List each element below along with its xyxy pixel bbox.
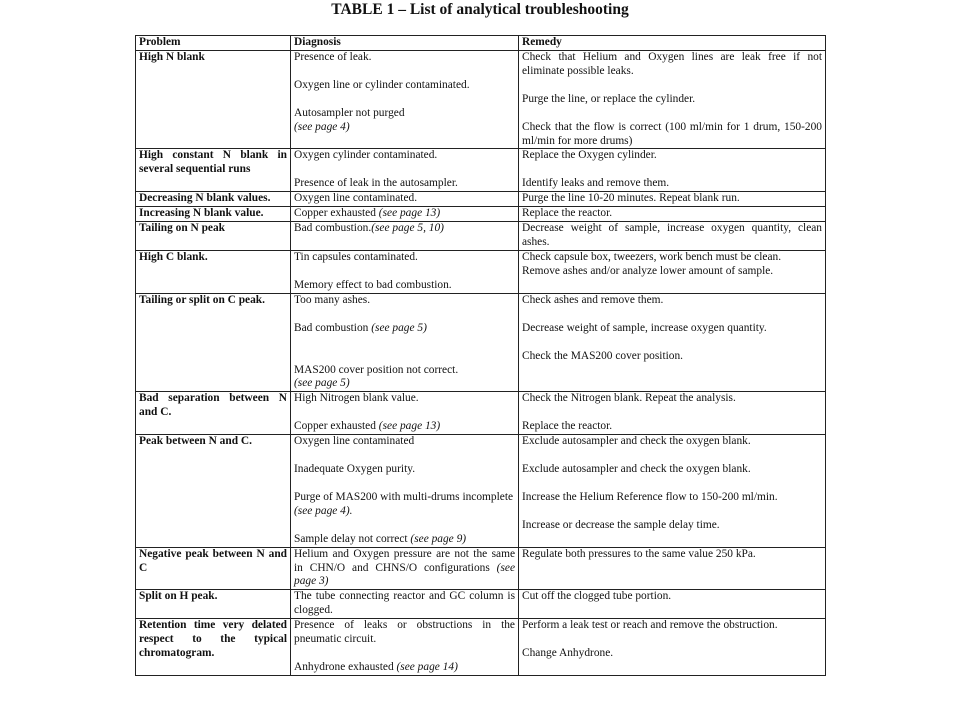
remedy-text: Purge the line, or replace the cylinder. bbox=[522, 92, 696, 105]
problem-cell: Tailing on N peak bbox=[136, 222, 291, 251]
remedy-text: Change Anhydrone. bbox=[522, 647, 614, 660]
remedy-cell bbox=[519, 207, 826, 222]
column-header-diagnosis: Diagnosis bbox=[291, 36, 519, 51]
diagnosis-text: Bad combustion bbox=[294, 321, 369, 334]
diagnosis-cell bbox=[291, 392, 519, 435]
problem-cell: High constant N blank in several sequential runs bbox=[136, 149, 291, 192]
diagnosis-text: Oxygen line or cylinder contaminated. bbox=[294, 78, 470, 91]
diagnosis-cell bbox=[291, 619, 519, 676]
page-reference: (see page 5, 10) bbox=[371, 222, 444, 235]
remedy-text: Perform a leak test or reach and remove the obstruction. bbox=[522, 619, 778, 632]
troubleshooting-table bbox=[135, 35, 826, 676]
diagnosis-text: Bad combustion. bbox=[294, 222, 372, 235]
table-row bbox=[136, 50, 826, 149]
remedy-cell bbox=[519, 619, 826, 676]
table-row bbox=[136, 192, 826, 207]
remedy-cell bbox=[519, 50, 826, 149]
remedy-text: Exclude autosampler and check the oxygen blank. bbox=[522, 463, 751, 476]
diagnosis-text: Oxygen line contaminated bbox=[294, 435, 415, 448]
diagnosis-text: Oxygen cylinder contaminated. bbox=[294, 149, 438, 162]
remedy-text: Check capsule box, tweezers, work bench must be clean. bbox=[522, 250, 782, 263]
problem-cell: High C blank. bbox=[136, 250, 291, 293]
diagnosis-text: Helium and Oxygen pressure are not the same in CHN/O and CHNS/O configurations bbox=[294, 547, 515, 574]
remedy-text: Identify leaks and remove them. bbox=[522, 177, 670, 190]
remedy-text: Cut off the clogged tube portion. bbox=[522, 590, 672, 603]
column-header-problem: Problem bbox=[136, 36, 291, 51]
diagnosis-text: Sample delay not correct bbox=[294, 532, 408, 545]
problem-cell: Tailing or split on C peak. bbox=[136, 293, 291, 392]
problem-cell: Decreasing N blank values. bbox=[136, 192, 291, 207]
diagnosis-text: Autosampler not purged bbox=[294, 106, 405, 119]
diagnosis-cell bbox=[291, 250, 519, 293]
diagnosis-text: Memory effect to bad combustion. bbox=[294, 278, 452, 291]
problem-cell: Retention time very delated respect to the typical chromatogram. bbox=[136, 619, 291, 676]
diagnosis-text: Presence of leak in the autosampler. bbox=[294, 177, 458, 190]
remedy-text: Purge the line 10-20 minutes. Repeat blank run. bbox=[522, 192, 740, 205]
remedy-cell bbox=[519, 149, 826, 192]
remedy-text: Check that Helium and Oxygen lines are leak free if not eliminate possible leaks. bbox=[522, 50, 822, 77]
remedy-cell bbox=[519, 590, 826, 619]
table-row bbox=[136, 590, 826, 619]
problem-cell: Negative peak between N and C bbox=[136, 547, 291, 590]
diagnosis-text: Too many ashes. bbox=[294, 293, 371, 306]
header-row bbox=[136, 36, 826, 51]
page-reference: (see page 4) bbox=[294, 120, 350, 133]
table-row bbox=[136, 222, 826, 251]
table-row bbox=[136, 619, 826, 676]
diagnosis-text: Presence of leaks or obstructions in the pneumatic circuit. bbox=[294, 619, 515, 646]
diagnosis-text: Copper exhausted bbox=[294, 420, 376, 433]
table-row bbox=[136, 392, 826, 435]
diagnosis-text: Tin capsules contaminated. bbox=[294, 250, 418, 263]
remedy-text: Check the Nitrogen blank. Repeat the analysis. bbox=[522, 392, 736, 405]
remedy-cell bbox=[519, 192, 826, 207]
diagnosis-cell bbox=[291, 590, 519, 619]
diagnosis-text: Copper exhausted bbox=[294, 207, 376, 220]
diagnosis-cell bbox=[291, 149, 519, 192]
table-row bbox=[136, 293, 826, 392]
diagnosis-text: Oxygen line contaminated. bbox=[294, 192, 418, 205]
page-reference: (see page 5) bbox=[294, 377, 350, 390]
problem-cell: Increasing N blank value. bbox=[136, 207, 291, 222]
remedy-text: Increase the Helium Reference flow to 150-200 ml/min. bbox=[522, 490, 778, 503]
remedy-text: Increase or decrease the sample delay time. bbox=[522, 518, 720, 531]
table-row bbox=[136, 250, 826, 293]
remedy-text: Exclude autosampler and check the oxygen blank. bbox=[522, 435, 751, 448]
page-reference: (see page 13) bbox=[378, 207, 441, 220]
remedy-text: Check ashes and remove them. bbox=[522, 293, 664, 306]
diagnosis-text: High Nitrogen blank value. bbox=[294, 392, 419, 405]
remedy-text: Replace the reactor. bbox=[522, 420, 613, 433]
page-reference: (see page 13) bbox=[378, 420, 441, 433]
page-reference: (see page 3) bbox=[294, 561, 515, 588]
diagnosis-cell bbox=[291, 547, 519, 590]
page-reference: (see page 14) bbox=[396, 661, 458, 673]
diagnosis-text: Presence of leak. bbox=[294, 50, 372, 63]
problem-cell: Bad separation between N and C. bbox=[136, 392, 291, 435]
remedy-text: Check the MAS200 cover position. bbox=[522, 349, 684, 362]
remedy-cell bbox=[519, 392, 826, 435]
page-reference: (see page 9) bbox=[410, 532, 467, 545]
page-reference: (see page 4). bbox=[294, 504, 353, 517]
column-header-remedy: Remedy bbox=[519, 36, 826, 51]
remedy-cell bbox=[519, 293, 826, 392]
remedy-cell bbox=[519, 222, 826, 251]
remedy-text: Replace the Oxygen cylinder. bbox=[522, 149, 657, 162]
diagnosis-text: The tube connecting reactor and GC column is clogged. bbox=[294, 590, 515, 617]
table-row bbox=[136, 547, 826, 590]
remedy-text: Decrease weight of sample, increase oxygen quantity, clean ashes. bbox=[522, 222, 822, 248]
diagnosis-text: Purge of MAS200 with multi-drums incomplete bbox=[294, 490, 514, 503]
diagnosis-cell bbox=[291, 207, 519, 222]
diagnosis-cell bbox=[291, 435, 519, 548]
problem-cell: High N blank bbox=[136, 50, 291, 149]
table-row bbox=[136, 149, 826, 192]
diagnosis-cell bbox=[291, 293, 519, 392]
remedy-text: Regulate both pressures to the same value 250 kPa. bbox=[522, 547, 756, 560]
diagnosis-cell bbox=[291, 50, 519, 149]
diagnosis-text: Anhydrone exhausted bbox=[294, 661, 394, 673]
table-row bbox=[136, 207, 826, 222]
problem-cell: Peak between N and C. bbox=[136, 435, 291, 548]
table-row bbox=[136, 435, 826, 548]
remedy-cell bbox=[519, 250, 826, 293]
diagnosis-text: Inadequate Oxygen purity. bbox=[294, 463, 416, 476]
remedy-text: Check that the flow is correct (100 ml/min for 1 drum, 150-200 ml/min for more drums) bbox=[522, 120, 822, 147]
remedy-cell bbox=[519, 435, 826, 548]
page-reference: (see page 5) bbox=[371, 321, 427, 334]
remedy-cell bbox=[519, 547, 826, 590]
page-title: TABLE 1 – List of analytical troubleshooting bbox=[331, 1, 629, 18]
remedy-text: Remove ashes and/or analyze lower amount of sample. bbox=[522, 264, 774, 277]
diagnosis-cell bbox=[291, 192, 519, 207]
problem-cell: Split on H peak. bbox=[136, 590, 291, 619]
diagnosis-text: MAS200 cover position not correct. bbox=[294, 363, 459, 376]
remedy-text: Replace the reactor. bbox=[522, 207, 613, 220]
diagnosis-cell bbox=[291, 222, 519, 251]
remedy-text: Decrease weight of sample, increase oxygen quantity. bbox=[522, 321, 767, 334]
